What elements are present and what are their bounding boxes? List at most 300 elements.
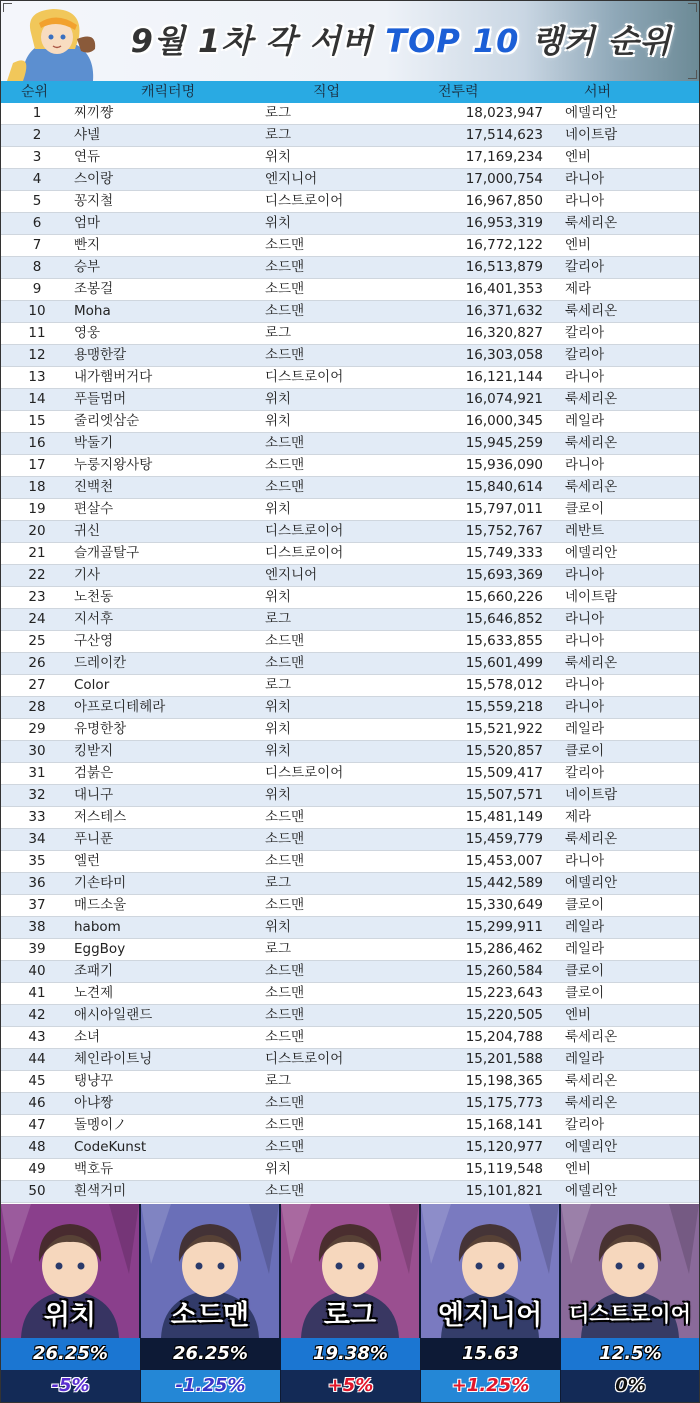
server-cell: 엔비 [565,1007,592,1023]
combat-power-cell: 15,453,007 [465,853,543,869]
server-cell: 엔비 [565,1161,592,1177]
character-name-cell: 내가햄버거다 [74,369,153,385]
class-name: 위치 [43,1300,97,1331]
character-name-cell: 슬개골탈구 [74,545,140,561]
job-cell: 디스트로이어 [265,523,344,539]
character-name-cell: 드레이칸 [74,655,127,671]
server-cell: 라니아 [565,699,605,715]
character-name-cell: 아프로디테헤라 [74,699,166,715]
server-cell: 룩세리온 [565,479,618,495]
combat-power-cell: 15,633,855 [465,633,543,649]
job-cell: 소드맨 [265,237,305,253]
rank-cell: 38 [28,919,46,935]
server-cell: 네이트람 [565,127,618,143]
table-row [1,653,699,675]
table-row [1,367,699,389]
combat-power-cell: 15,660,226 [465,589,543,605]
character-name-cell: 구산영 [74,633,114,649]
table-row [1,169,699,191]
job-cell: 소드맨 [265,303,305,319]
rank-cell: 47 [28,1117,46,1133]
table-row [1,1049,699,1071]
combat-power-cell: 15,286,462 [465,941,543,957]
job-cell: 소드맨 [265,1095,305,1111]
rank-cell: 15 [28,413,46,429]
character-name-cell: 편살수 [74,501,114,517]
character-name-cell: 킹받지 [74,743,114,759]
combat-power-cell: 16,967,850 [465,193,543,209]
combat-power-cell: 15,936,090 [465,457,543,473]
job-cell: 디스트로이어 [265,545,344,561]
rank-cell: 5 [32,193,42,209]
server-cell: 에델리안 [565,1139,618,1155]
rank-cell: 9 [32,281,42,297]
character-name-cell: 돌멩이ノ [74,1117,127,1133]
table-row [1,1027,699,1049]
server-cell: 칼리아 [565,325,605,341]
job-cell: 위치 [265,699,292,715]
class-name: 소드맨 [170,1300,250,1331]
rank-cell: 31 [28,765,46,781]
server-cell: 제라 [565,281,592,297]
rank-cell: 8 [32,259,42,275]
server-cell: 라니아 [565,611,605,627]
header-rank: 순위 [21,84,49,100]
combat-power-cell: 15,459,779 [465,831,543,847]
job-cell: 소드맨 [265,655,305,671]
table-row [1,499,699,521]
combat-power-cell: 15,646,852 [465,611,543,627]
combat-power-cell: 15,101,821 [465,1183,543,1199]
table-row [1,477,699,499]
title-text: 9월 1차 각 서버 [130,22,386,60]
job-cell: 소드맨 [265,457,305,473]
combat-power-cell: 16,303,058 [465,347,543,363]
table-row [1,257,699,279]
title-banner [1,1,699,81]
job-cell: 로그 [265,127,292,143]
character-name-cell: 노천동 [74,589,114,605]
combat-power-cell: 15,204,788 [465,1029,543,1045]
rank-cell: 10 [28,303,46,319]
table-row [1,829,699,851]
rank-cell: 7 [32,237,42,253]
table-row [1,323,699,345]
server-cell: 레일라 [565,919,605,935]
rank-cell: 13 [28,369,46,385]
table-row [1,983,699,1005]
server-cell: 라니아 [565,677,605,693]
rank-cell: 50 [28,1183,46,1199]
character-name-cell: 연듀 [74,149,101,165]
job-cell: 소드맨 [265,1183,305,1199]
server-cell: 클로이 [565,985,605,1001]
server-cell: 라니아 [565,171,605,187]
rank-cell: 4 [32,171,42,187]
server-cell: 라니아 [565,567,605,583]
table-row [1,1093,699,1115]
job-cell: 소드맨 [265,633,305,649]
table-row [1,917,699,939]
job-cell: 소드맨 [265,1007,305,1023]
server-cell: 칼리아 [565,347,605,363]
combat-power-cell: 15,260,584 [465,963,543,979]
corner-decoration [688,70,697,79]
table-row [1,565,699,587]
job-cell: 소드맨 [265,985,305,1001]
table-row [1,961,699,983]
server-cell: 룩세리온 [565,215,618,231]
rank-cell: 1 [32,105,42,121]
combat-power-cell: 16,772,122 [465,237,543,253]
character-name-cell: 노견제 [74,985,114,1001]
character-name-cell: 지서후 [74,611,114,627]
server-cell: 엔비 [565,149,592,165]
table-row [1,785,699,807]
character-name-cell: 소녀 [74,1029,101,1045]
combat-power-cell: 18,023,947 [465,105,543,121]
combat-power-cell: 15,299,911 [465,919,543,935]
table-row [1,125,699,147]
table-row [1,213,699,235]
class-card [421,1204,559,1338]
job-cell: 엔지니어 [265,171,318,187]
character-name-cell: CodeKunst [74,1139,147,1155]
combat-power-cell: 17,514,623 [465,127,543,143]
table-row [1,763,699,785]
rank-cell: 6 [32,215,42,231]
character-name-cell: Color [74,677,110,693]
server-cell: 클로이 [565,743,605,759]
rank-cell: 32 [28,787,46,803]
character-name-cell: 빤지 [74,237,101,253]
job-cell: 로그 [265,611,292,627]
character-name-cell: habom [74,919,121,935]
combat-power-cell: 15,442,589 [465,875,543,891]
job-cell: 위치 [265,721,292,737]
job-cell: 위치 [265,787,292,803]
server-cell: 에델리안 [565,105,618,121]
character-name-cell: EggBoy [74,941,126,957]
combat-power-cell: 16,953,319 [465,215,543,231]
job-cell: 디스트로이어 [265,765,344,781]
table-row [1,697,699,719]
server-cell: 클로이 [565,963,605,979]
job-cell: 소드맨 [265,809,305,825]
combat-power-cell: 15,797,011 [465,501,543,517]
job-cell: 소드맨 [265,897,305,913]
job-cell: 로그 [265,1073,292,1089]
job-cell: 소드맨 [265,1029,305,1045]
combat-power-cell: 15,198,365 [465,1073,543,1089]
combat-power-cell: 16,320,827 [465,325,543,341]
character-name-cell: 조패기 [74,963,114,979]
server-cell: 라니아 [565,853,605,869]
character-name-cell: 엄마 [74,215,101,231]
server-cell: 칼리아 [565,765,605,781]
combat-power-cell: 16,371,632 [465,303,543,319]
job-cell: 소드맨 [265,1117,305,1133]
combat-power-cell: 15,521,922 [465,721,543,737]
table-row [1,1159,699,1181]
character-name-cell: 흰색거미 [74,1183,127,1199]
table-row [1,235,699,257]
rank-cell: 25 [28,633,46,649]
job-cell: 디스트로이어 [265,369,344,385]
job-cell: 소드맨 [265,347,305,363]
job-cell: 소드맨 [265,281,305,297]
server-cell: 룩세리온 [565,435,618,451]
class-share: 15.63 [421,1338,560,1370]
class-change: -1.25% [141,1370,280,1402]
rank-cell: 16 [28,435,46,451]
mascot-illustration [3,3,123,81]
table-row [1,521,699,543]
character-name-cell: 기손타미 [74,875,127,891]
server-cell: 레일라 [565,1051,605,1067]
server-cell: 라니아 [565,633,605,649]
table-row [1,587,699,609]
table-row [1,1181,699,1203]
job-cell: 로그 [265,875,292,891]
table-row [1,807,699,829]
table-row [1,345,699,367]
character-name-cell: 줄리엣삼순 [74,413,140,429]
rank-cell: 34 [28,831,46,847]
table-row [1,609,699,631]
class-change: +1.25% [421,1370,560,1402]
character-name-cell: 조봉걸 [74,281,114,297]
job-cell: 소드맨 [265,963,305,979]
server-cell: 네이트람 [565,589,618,605]
server-cell: 클로이 [565,897,605,913]
combat-power-cell: 17,169,234 [465,149,543,165]
rank-cell: 39 [28,941,46,957]
rank-cell: 45 [28,1073,46,1089]
character-name-cell: 박둘기 [74,435,114,451]
combat-power-cell: 17,000,754 [465,171,543,187]
table-row [1,895,699,917]
job-cell: 위치 [265,501,292,517]
job-cell: 위치 [265,919,292,935]
table-row [1,719,699,741]
ranking-table [1,103,699,1203]
rank-cell: 26 [28,655,46,671]
job-cell: 위치 [265,1161,292,1177]
character-name-cell: 승부 [74,259,101,275]
class-share: 26.25% [1,1338,140,1370]
class-name: 엔지니어 [437,1300,543,1331]
server-cell: 네이트람 [565,787,618,803]
character-name-cell: 대니구 [74,787,114,803]
combat-power-cell: 15,752,767 [465,523,543,539]
character-name-cell: 영웅 [74,325,101,341]
rank-cell: 44 [28,1051,46,1067]
rank-cell: 12 [28,347,46,363]
rank-cell: 49 [28,1161,46,1177]
rank-cell: 14 [28,391,46,407]
table-row [1,851,699,873]
server-cell: 레일라 [565,941,605,957]
class-share: 26.25% [141,1338,280,1370]
table-row [1,873,699,895]
rank-cell: 3 [32,149,42,165]
table-row [1,1005,699,1027]
combat-power-cell: 15,559,218 [465,699,543,715]
class-card [141,1204,279,1338]
rank-cell: 42 [28,1007,46,1023]
job-cell: 위치 [265,391,292,407]
rank-cell: 46 [28,1095,46,1111]
rank-cell: 48 [28,1139,46,1155]
combat-power-cell: 15,749,333 [465,545,543,561]
job-cell: 소드맨 [265,259,305,275]
table-row [1,1071,699,1093]
class-share: 12.5% [561,1338,700,1370]
character-name-cell: 엘런 [74,853,101,869]
header-job: 직업 [313,84,341,100]
table-row [1,455,699,477]
server-cell: 에델리안 [565,875,618,891]
server-cell: 룩세리온 [565,1073,618,1089]
job-cell: 엔지니어 [265,567,318,583]
job-cell: 위치 [265,743,292,759]
header-name: 캐릭터명 [141,84,196,100]
server-cell: 룩세리온 [565,1095,618,1111]
rank-cell: 24 [28,611,46,627]
server-cell: 에델리안 [565,1183,618,1199]
server-cell: 라니아 [565,369,605,385]
job-cell: 로그 [265,677,292,693]
character-name-cell: 매드소울 [74,897,127,913]
table-row [1,543,699,565]
server-cell: 클로이 [565,501,605,517]
server-cell: 룩세리온 [565,831,618,847]
job-cell: 소드맨 [265,853,305,869]
rank-cell: 11 [28,325,46,341]
rank-cell: 33 [28,809,46,825]
character-name-cell: Moha [74,303,111,319]
table-row [1,1115,699,1137]
rank-cell: 20 [28,523,46,539]
job-cell: 위치 [265,149,292,165]
combat-power-cell: 15,601,499 [465,655,543,671]
rank-cell: 23 [28,589,46,605]
rank-cell: 28 [28,699,46,715]
server-cell: 칼리아 [565,259,605,275]
job-cell: 위치 [265,215,292,231]
server-cell: 레반트 [565,523,605,539]
class-card [1,1204,139,1338]
class-change: 0% [561,1370,700,1402]
character-name-cell: 탱냥꾸 [74,1073,114,1089]
server-cell: 라니아 [565,457,605,473]
combat-power-cell: 15,945,259 [465,435,543,451]
job-cell: 로그 [265,941,292,957]
title-text: 랭커 순위 [519,22,672,60]
combat-power-cell: 16,074,921 [465,391,543,407]
table-row [1,411,699,433]
table-header [1,81,699,103]
server-cell: 레일라 [565,721,605,737]
rank-cell: 21 [28,545,46,561]
combat-power-cell: 15,693,369 [465,567,543,583]
title-highlight: TOP 10 [385,22,520,60]
character-name-cell: 저스테스 [74,809,127,825]
table-row [1,279,699,301]
combat-power-cell: 15,175,773 [465,1095,543,1111]
class-change: +5% [281,1370,420,1402]
combat-power-cell: 15,509,417 [465,765,543,781]
table-row [1,389,699,411]
character-name-cell: 백호듀 [74,1161,114,1177]
table-row [1,191,699,213]
character-name-cell: 애시아일랜드 [74,1007,153,1023]
class-name: 로그 [323,1300,377,1331]
character-name-cell: 검붉은 [74,765,114,781]
table-row [1,147,699,169]
combat-power-cell: 16,000,345 [465,413,543,429]
character-name-cell: 찌끼쨩 [74,105,114,121]
table-row [1,741,699,763]
combat-power-cell: 15,220,505 [465,1007,543,1023]
server-cell: 레일라 [565,413,605,429]
job-cell: 로그 [265,105,292,121]
table-row [1,1137,699,1159]
rank-cell: 37 [28,897,46,913]
combat-power-cell: 15,168,141 [465,1117,543,1133]
job-cell: 위치 [265,589,292,605]
server-cell: 룩세리온 [565,655,618,671]
rank-cell: 30 [28,743,46,759]
job-cell: 위치 [265,413,292,429]
rank-cell: 43 [28,1029,46,1045]
character-name-cell: 누룽지왕사탕 [74,457,153,473]
character-name-cell: 스이랑 [74,171,114,187]
class-share: 19.38% [281,1338,420,1370]
character-name-cell: 진백천 [74,479,114,495]
job-cell: 로그 [265,325,292,341]
rank-cell: 18 [28,479,46,495]
character-name-cell: 샤넬 [74,127,101,143]
combat-power-cell: 15,223,643 [465,985,543,1001]
combat-power-cell: 15,840,614 [465,479,543,495]
character-name-cell: 유명한창 [74,721,127,737]
page-title [121,11,681,71]
combat-power-cell: 15,201,588 [465,1051,543,1067]
rank-cell: 27 [28,677,46,693]
job-cell: 소드맨 [265,435,305,451]
class-name: 디스트로이어 [569,1302,691,1326]
character-name-cell: 체인라이트닝 [74,1051,153,1067]
combat-power-cell: 16,401,353 [465,281,543,297]
job-cell: 소드맨 [265,1139,305,1155]
server-cell: 제라 [565,809,592,825]
table-row [1,675,699,697]
rank-cell: 19 [28,501,46,517]
character-name-cell: 꽁지철 [74,193,114,209]
rank-cell: 35 [28,853,46,869]
server-cell: 엔비 [565,237,592,253]
table-row [1,433,699,455]
server-cell: 룩세리온 [565,1029,618,1045]
class-card [281,1204,419,1338]
header-power: 전투력 [438,84,479,100]
rank-cell: 36 [28,875,46,891]
combat-power-cell: 15,507,571 [465,787,543,803]
rank-cell: 2 [32,127,42,143]
character-name-cell: 푸니푼 [74,831,114,847]
